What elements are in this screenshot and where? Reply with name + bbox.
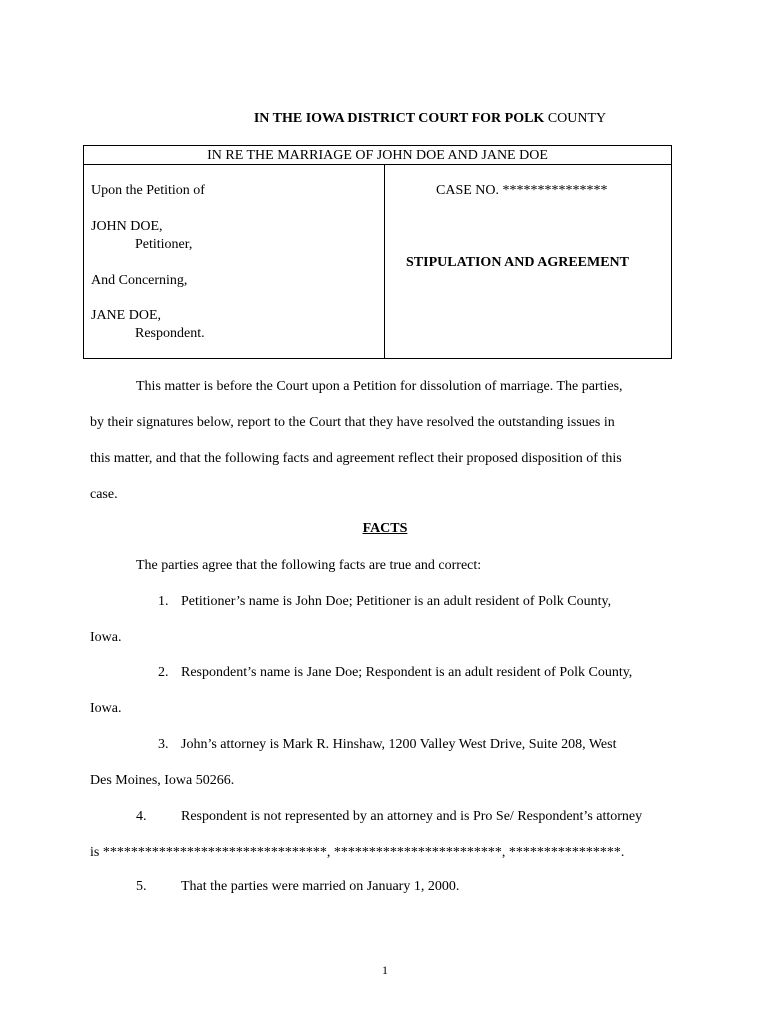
fact-text: That the parties were married on January 1, 2000. [181,879,460,894]
intro-line-2: by their signatures below, report to the Court that they have resolved the outstanding issues in [90,415,615,430]
fact-text: Petitioner’s name is John Doe; Petitioner is an adult resident of Polk County, [181,594,612,609]
case-caption-box [83,145,672,359]
page-number: 1 [382,963,388,977]
fact-number: 2. [158,665,169,680]
fact-text: John’s attorney is Mark R. Hinshaw, 1200 Valley West Drive, Suite 208, West [181,737,617,752]
facts-heading: FACTS [362,521,408,536]
fact-text-continued: is ********************************, ************************, ****************. [90,845,625,860]
fact-text-continued: Des Moines, Iowa 50266. [90,773,235,788]
petitioner-name: JOHN DOE, [91,219,163,234]
court-heading-county: COUNTY [544,111,607,126]
fact-number: 5. [136,879,147,894]
fact-number: 4. [136,809,147,824]
case-number: CASE NO. *************** [436,183,608,198]
fact-text-continued: Iowa. [90,701,122,716]
fact-number: 1. [158,594,169,609]
petitioner-role: Petitioner, [135,237,193,252]
fact-number: 3. [158,737,169,752]
court-heading-bold: IN THE IOWA DISTRICT COURT FOR POLK [253,111,545,126]
caption-title: IN RE THE MARRIAGE OF JOHN DOE AND JANE DOE [84,146,671,165]
respondent-role: Respondent. [135,326,205,341]
intro-line-1: This matter is before the Court upon a Petition for dissolution of marriage. The parties, [136,379,623,394]
upon-petition-text: Upon the Petition of [91,183,205,198]
respondent-name: JANE DOE, [91,308,161,323]
intro-line-4: case. [90,487,118,502]
fact-text-continued: Iowa. [90,630,122,645]
fact-text: Respondent is not represented by an attorney and is Pro Se/ Respondent’s attorney [181,809,643,824]
caption-divider [384,164,385,358]
court-heading [0,111,770,127]
facts-lead: The parties agree that the following facts are true and correct: [136,558,482,573]
concerning-text: And Concerning, [91,273,188,288]
fact-text: Respondent’s name is Jane Doe; Respondent is an adult resident of Polk County, [181,665,633,680]
intro-line-3: this matter, and that the following facts and agreement reflect their proposed disposition of this [90,451,622,466]
document-title: STIPULATION AND AGREEMENT [406,255,630,270]
